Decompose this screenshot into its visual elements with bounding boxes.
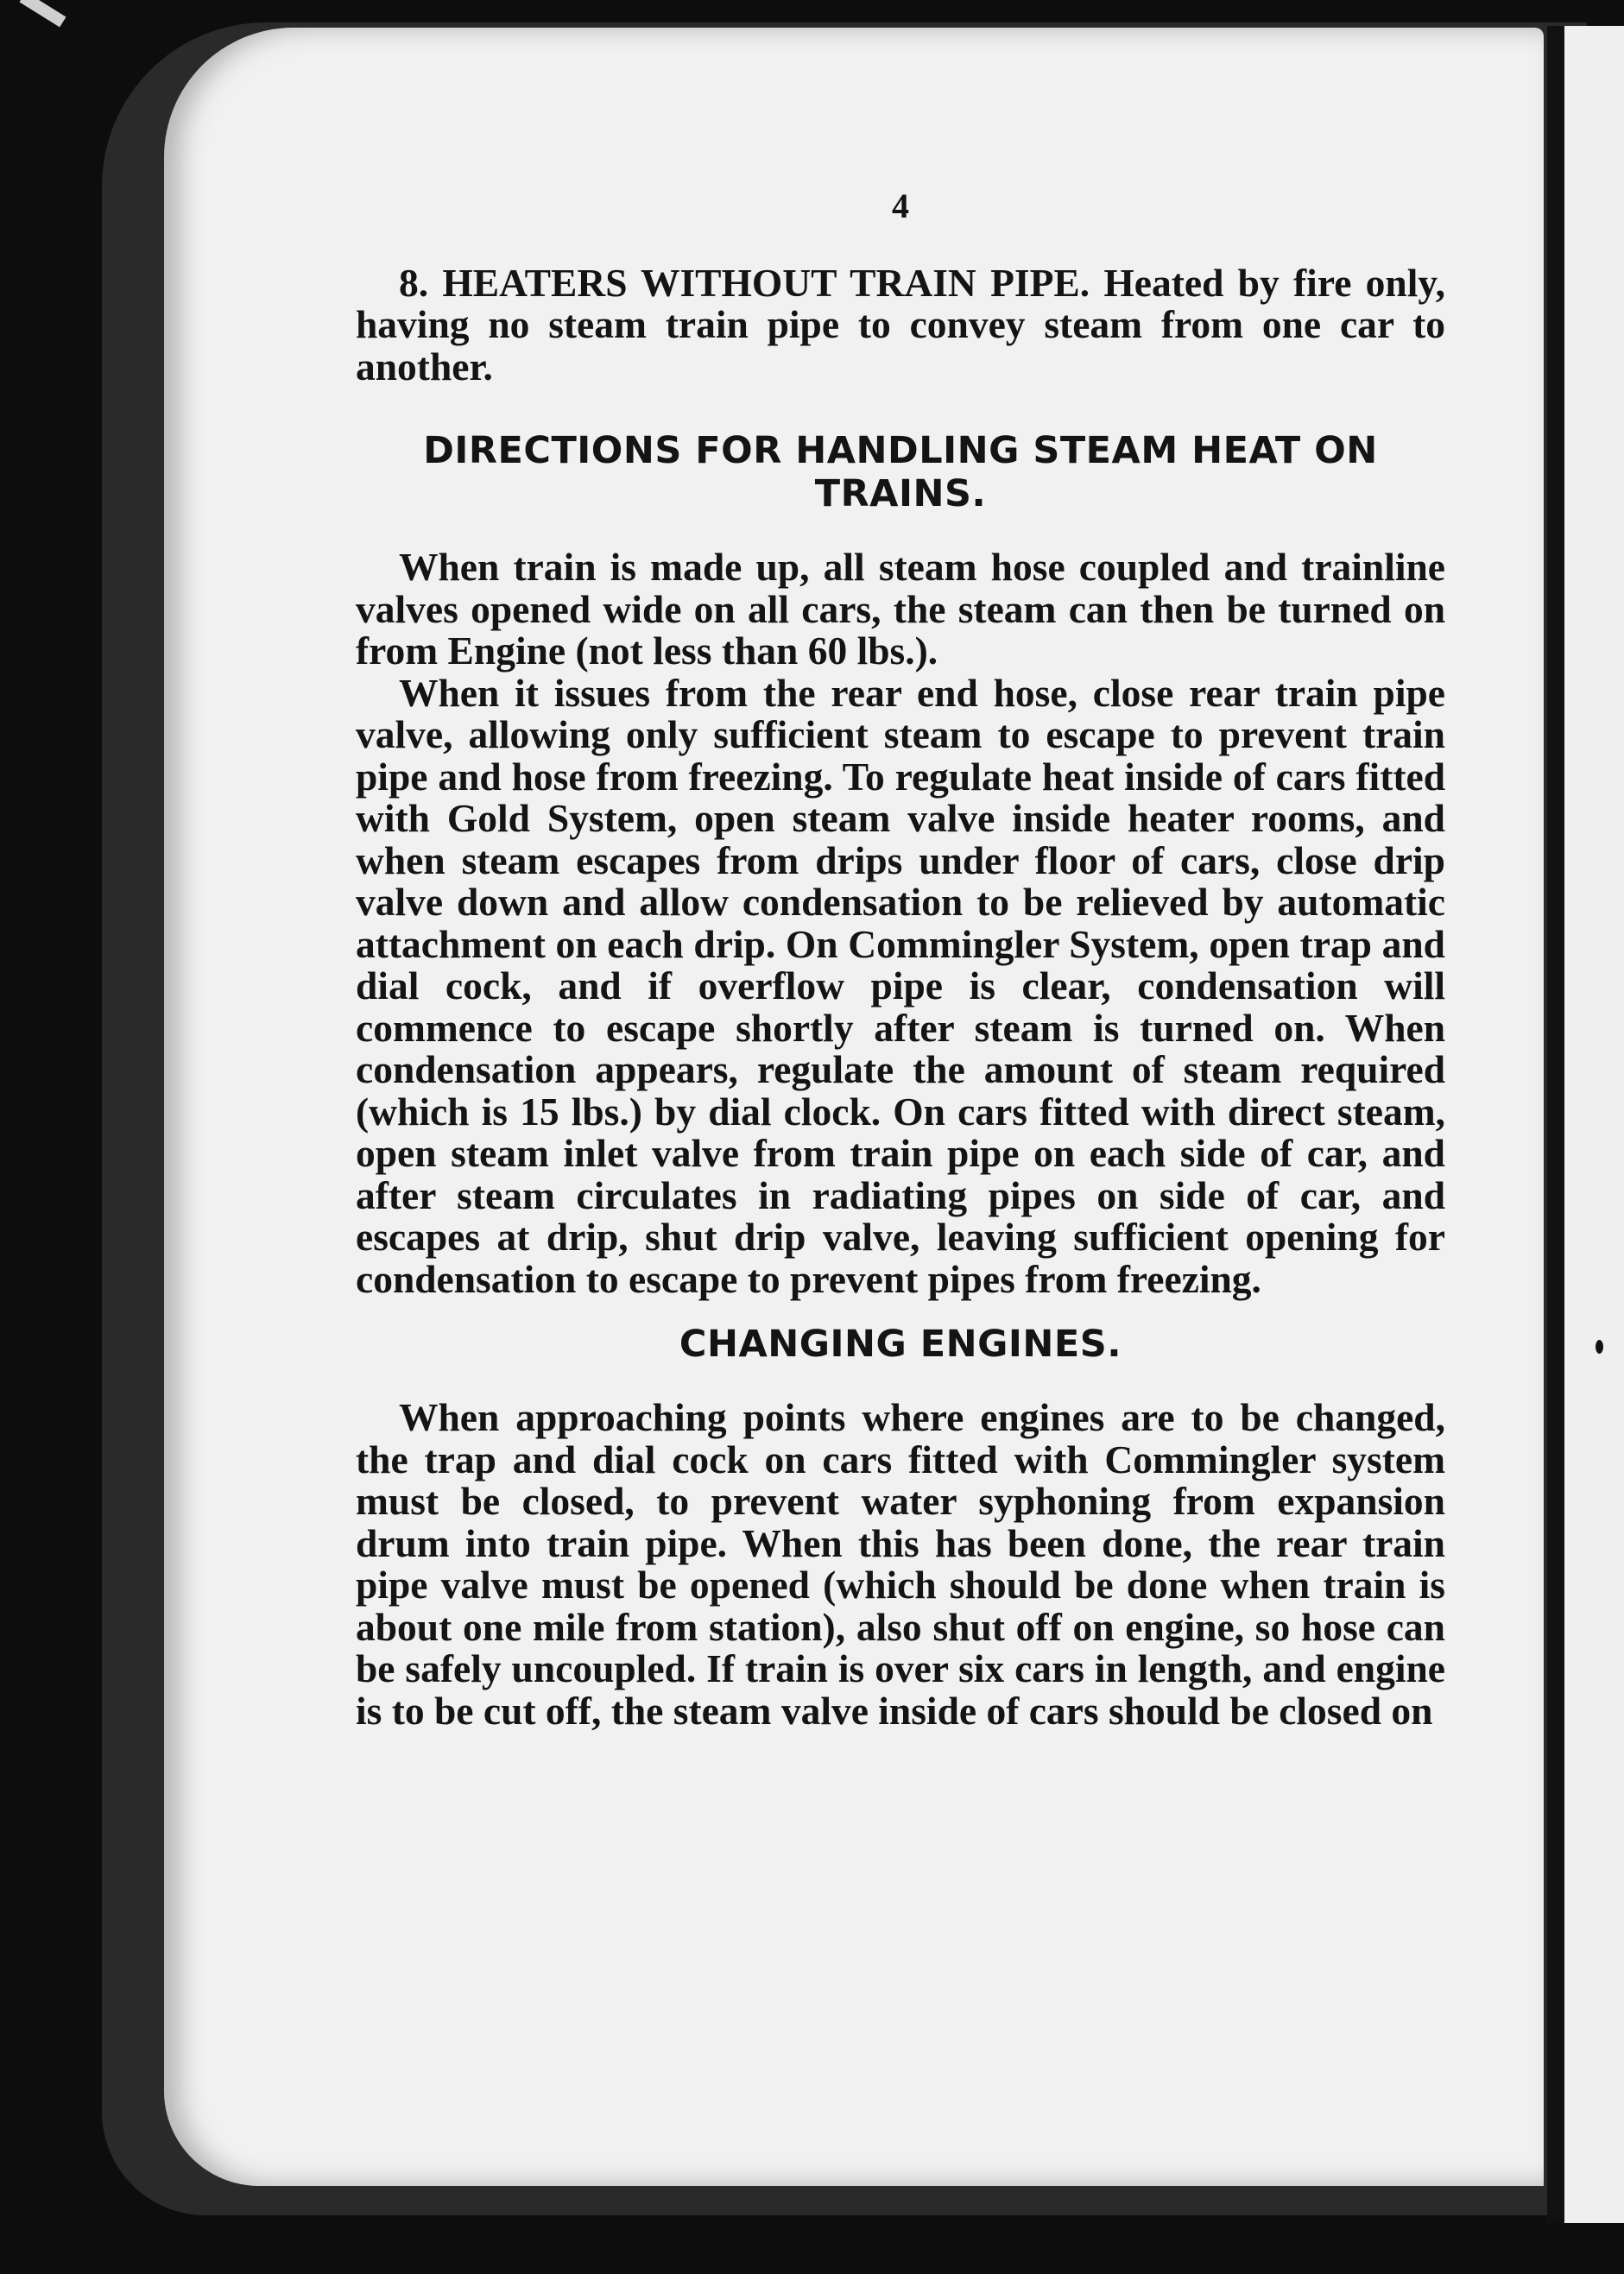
- scan-corner-mark: [19, 0, 66, 28]
- page-gutter: [1547, 26, 1564, 2223]
- page-number: 4: [892, 186, 909, 225]
- page-content: [356, 186, 1445, 1732]
- heading-directions: DIRECTIONS FOR HANDLING STEAM HEAT ON TRAINS.: [423, 429, 1378, 515]
- heading-changing-engines: CHANGING ENGINES.: [679, 1323, 1122, 1366]
- paragraph-approaching-points: When approaching points where engines are to be changed, the trap and dial cock on cars fitted with Commingler system must be closed, to prevent water syphoning from expansion drum into train pipe. When this has been done, the rear train pipe valve must be opened (which should be done when train is about one mile from station), also shut off on engine, so hose can be safely uncoupled. If train is over six cars in length, and engine is to be cut off, the steam valve inside of cars should be closed on: [356, 1395, 1445, 1733]
- adjacent-page-edge: [1564, 26, 1624, 2223]
- paragraph-train-made-up: When train is made up, all steam hose coupled and trainline valves opened wide on all cars, the steam can then be turned on from Engine (not less than 60 lbs.).: [356, 545, 1445, 673]
- paragraph-rear-end-hose: When it issues from the rear end hose, close rear train pipe valve, allowing only sufficient steam to escape to prevent train pipe and hose from freezing. To regulate heat inside of cars fitted with Gold System, open steam valve inside heater rooms, and when steam escapes from drips under floor of cars, close drip valve down and allow condensation to be relieved by automatic attachment on each drip. On Commingler System, open trap and dial cock, and if overflow pipe is clear, condensation will commence to escape shortly after steam is turned on. When condensation appears, regulate the amount of steam required (which is 15 lbs.) by dial clock. On cars fitted with direct steam, open steam inlet valve from train pipe on each side of car, and after steam circulates in radiating pipes on side of car, and escapes at drip, shut drip valve, leaving sufficient opening for condensation to escape to prevent pipes from freezing.: [356, 670, 1445, 1301]
- item-8-paragraph: 8. HEATERS WITHOUT TRAIN PIPE. Heated by fire only, having no steam train pipe to convey steam from one car to another.: [356, 260, 1445, 388]
- ink-spot: [1596, 1340, 1603, 1354]
